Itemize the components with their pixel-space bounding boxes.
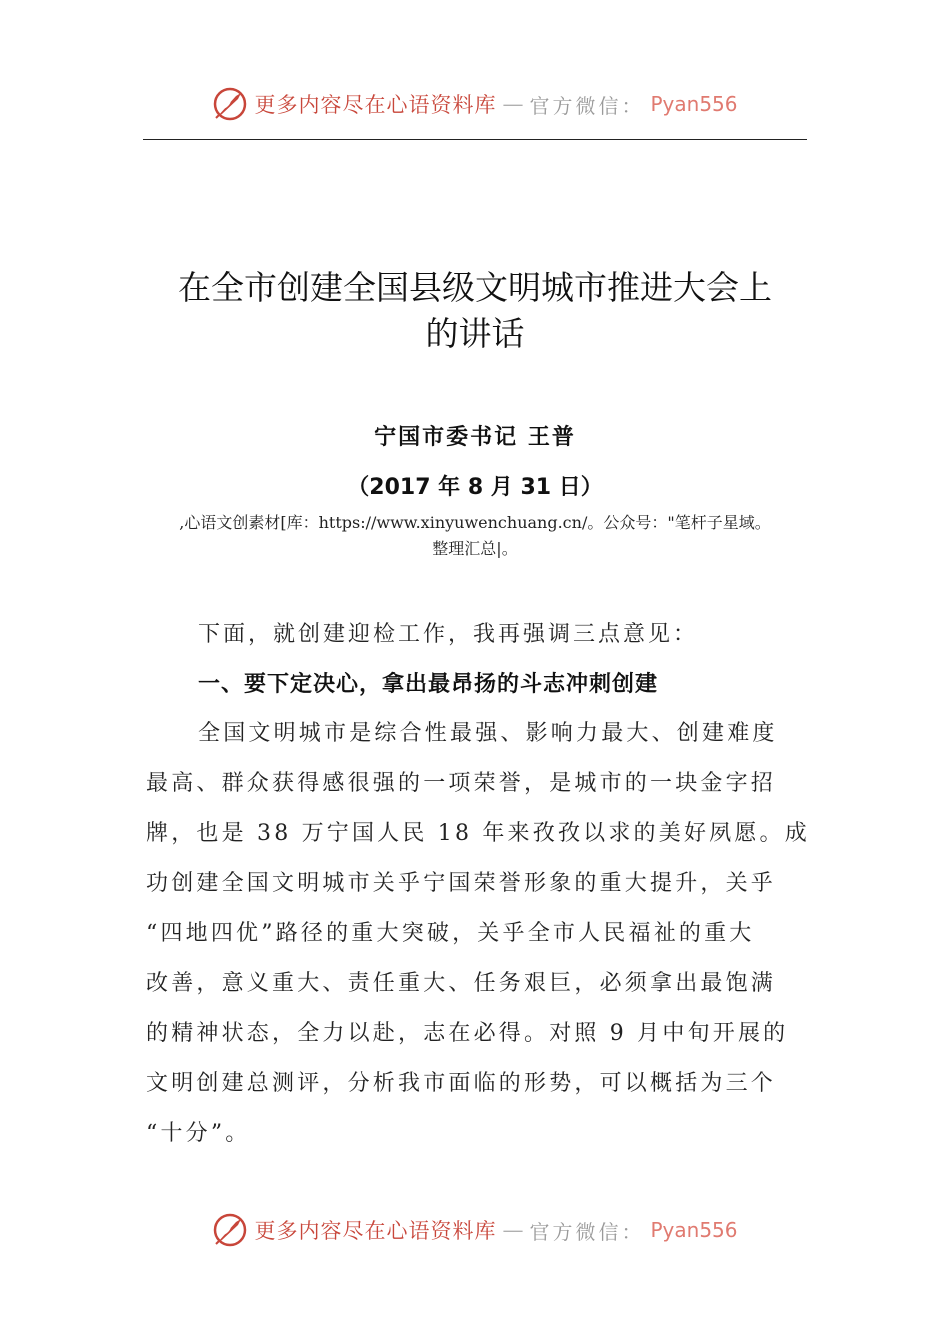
footer-banner[interactable]	[0, 1210, 950, 1250]
date-line: （2017 年 8 月 31 日）	[347, 475, 603, 500]
header-divider	[143, 139, 807, 140]
banner-text: 更多内容尽在心语资料库	[254, 1219, 497, 1243]
paragraph-line: 最高、群众获得感很强的一项荣誉，是城市的一块金字招	[146, 771, 777, 796]
banner-contact: Pyan556	[650, 92, 738, 116]
banner-dash: —	[502, 92, 524, 116]
banner-contact: Pyan556	[650, 1218, 738, 1242]
banner-label: 官方微信：	[529, 1219, 645, 1244]
quill-pen-icon	[212, 86, 248, 122]
paragraph-line: 功创建全国文明城市关乎宁国荣誉形象的重大提升，关乎	[146, 871, 777, 896]
paragraph-line: 的精神状态，全力以赴，志在必得。对照 9 月中旬开展的	[146, 1021, 789, 1046]
banner-label: 官方微信：	[529, 93, 645, 118]
document-title	[130, 265, 820, 357]
banner-text: 更多内容尽在心语资料库	[254, 93, 497, 117]
quill-pen-icon	[212, 1212, 248, 1248]
title-line-1: 在全市创建全国县级文明城市推进大会上	[178, 268, 772, 307]
source-note	[130, 510, 820, 562]
title-line-2: 的讲话	[425, 314, 525, 353]
intro-paragraph: 下面，就创建迎检工作，我再强调三点意见：	[198, 622, 699, 647]
source-line-2: 整理汇总|。	[432, 539, 518, 558]
section-heading-1: 一、要下定决心，拿出最昂扬的斗志冲刺创建	[198, 672, 659, 697]
author-line: 宁国市委书记 王普	[374, 424, 576, 450]
paragraph-line: “十分”。	[146, 1121, 251, 1146]
header-banner[interactable]	[0, 84, 950, 124]
body-paragraph	[146, 717, 810, 1167]
paragraph-line: 文明创建总测评，分析我市面临的形势，可以概括为三个	[146, 1071, 777, 1096]
paragraph-line: 改善，意义重大、责任重大、任务艰巨，必须拿出最饱满	[146, 971, 777, 996]
paragraph-line: 牌，也是 38 万宁国人民 18 年来孜孜以求的美好夙愿。成	[146, 821, 810, 846]
paragraph-line: “四地四优”路径的重大突破，关乎全市人民福祉的重大	[146, 921, 755, 946]
banner-dash: —	[502, 1218, 524, 1242]
source-line-1: ,心语文创素材[库：https://www.xinyuwenchuang.cn/。公众号："笔杆子星域。	[179, 513, 771, 532]
paragraph-line: 全国文明城市是综合性最强、影响力最大、创建难度	[198, 721, 778, 746]
